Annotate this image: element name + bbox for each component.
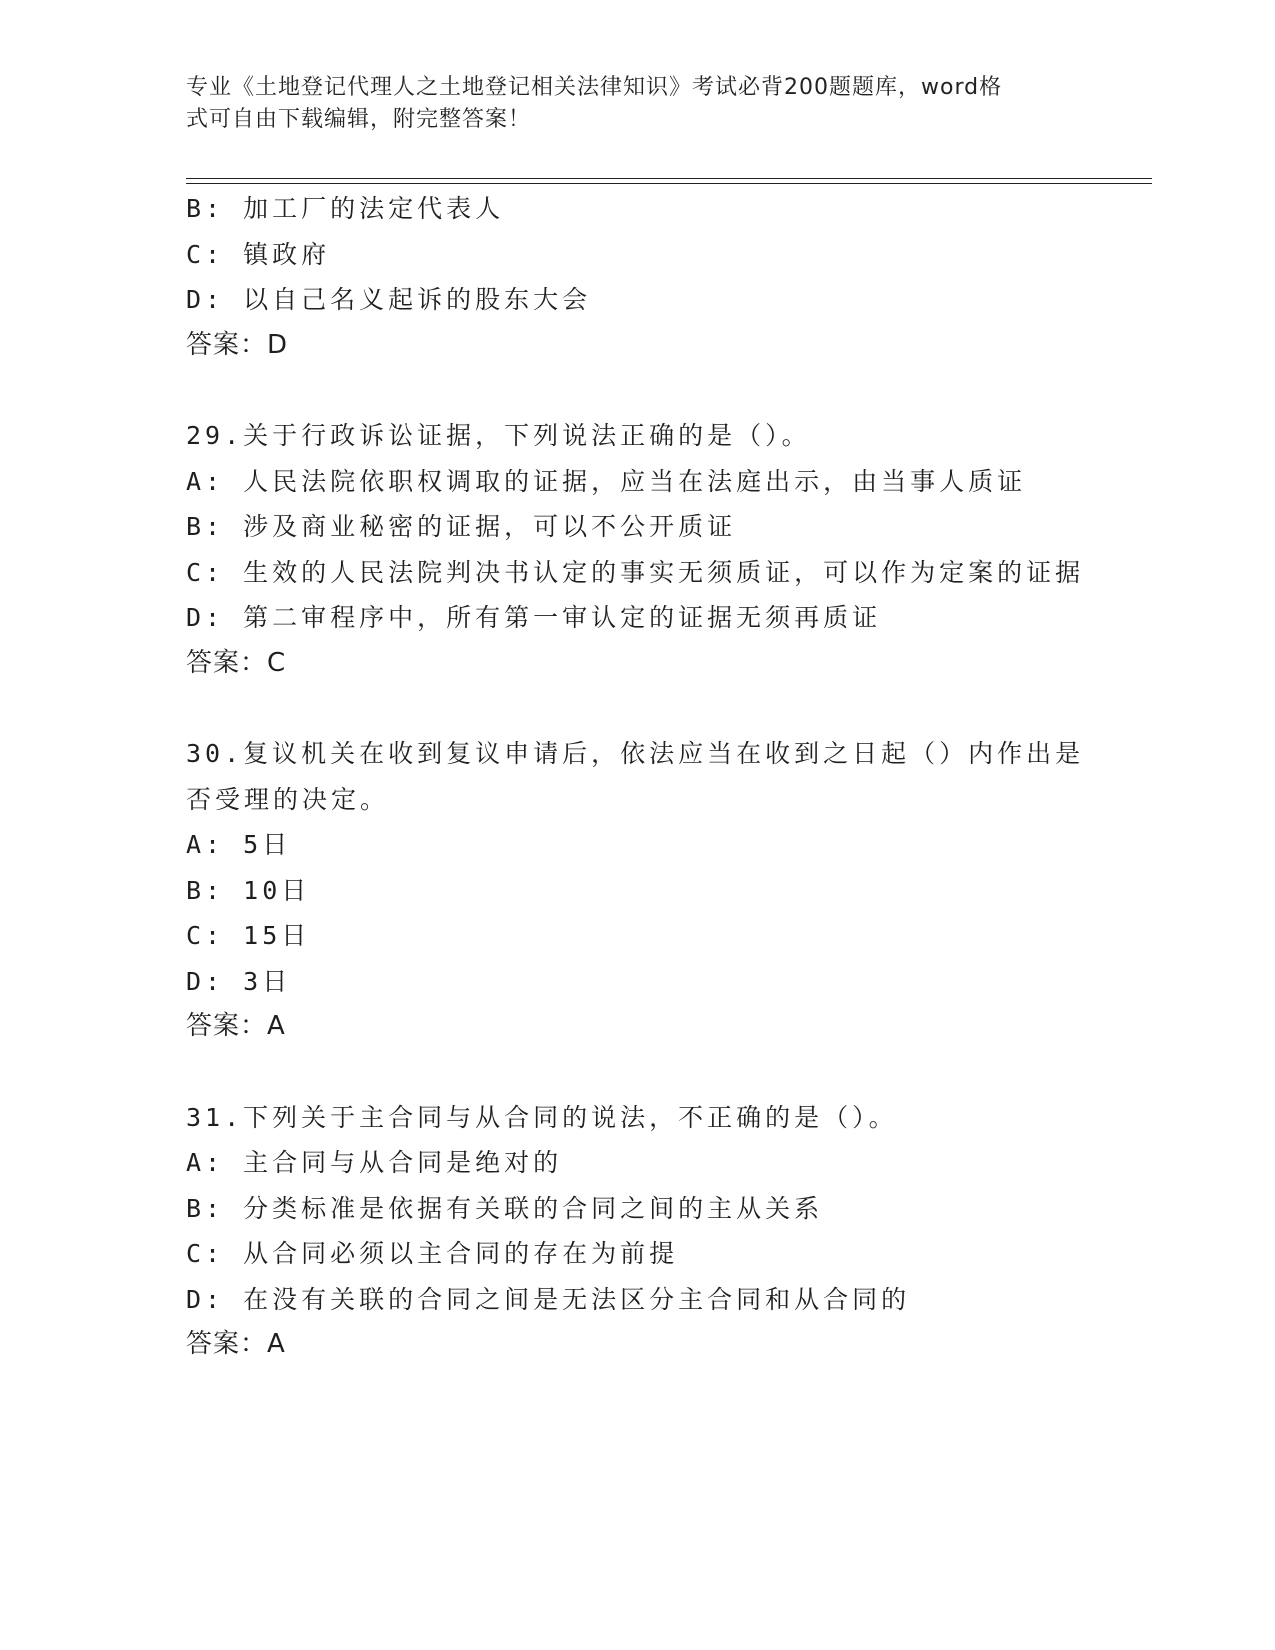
option-d: D: 以自己名义起诉的股东大会	[186, 285, 592, 314]
option-c: C: 从合同必须以主合同的存在为前提	[186, 1239, 679, 1268]
answer: 答案：A	[186, 1011, 286, 1041]
header-divider-top	[186, 178, 1152, 179]
option-c: C: 镇政府	[186, 239, 331, 269]
option-b: B: 10日	[186, 875, 311, 905]
option-a: A: 主合同与从合同是绝对的	[186, 1148, 563, 1177]
option-d: D: 3日	[186, 966, 292, 996]
document-header	[186, 72, 1066, 136]
question-28-continued	[186, 186, 1086, 368]
question-stem-line-1: 30.复议机关在收到复议申请后，依法应当在收到之日起（）内作出是	[186, 739, 1085, 768]
header-line-2: 式可自由下载编辑，附完整答案！	[186, 107, 532, 132]
option-c: C: 生效的人民法院判决书认定的事实无须质证，可以作为定案的证据	[186, 557, 1085, 587]
option-a: A: 人民法院依职权调取的证据，应当在法庭出示，由当事人质证	[186, 466, 1027, 496]
option-b: B: 涉及商业秘密的证据，可以不公开质证	[186, 512, 737, 541]
question-stem: 31.下列关于主合同与从合同的说法，不正确的是（）。	[186, 1102, 898, 1132]
header-line-1: 专业《土地登记代理人之土地登记相关法律知识》考试必背200题题库，word格	[186, 75, 1003, 100]
spacer	[186, 1050, 1086, 1095]
question-31	[186, 1095, 1086, 1368]
answer: 答案：C	[186, 647, 287, 678]
option-b: B: 分类标准是依据有关联的合同之间的主从关系	[186, 1193, 824, 1223]
answer: 答案：D	[186, 329, 289, 360]
question-stem: 29.关于行政诉讼证据，下列说法正确的是（）。	[186, 421, 811, 450]
header-divider-bottom	[186, 183, 1152, 184]
answer: 答案：A	[186, 1329, 286, 1359]
question-stem-line-2: 否受理的决定。	[186, 784, 390, 814]
option-d: D: 在没有关联的合同之间是无法区分主合同和从合同的	[186, 1284, 911, 1314]
spacer	[186, 368, 1086, 413]
option-d: D: 第二审程序中，所有第一审认定的证据无须再质证	[186, 603, 882, 632]
option-a: A: 5日	[186, 830, 292, 859]
spacer	[186, 686, 1086, 731]
question-29	[186, 413, 1086, 686]
option-b: B: 加工厂的法定代表人	[186, 194, 505, 223]
question-30	[186, 731, 1086, 1050]
question-list	[186, 186, 1086, 1368]
option-c: C: 15日	[186, 921, 311, 950]
